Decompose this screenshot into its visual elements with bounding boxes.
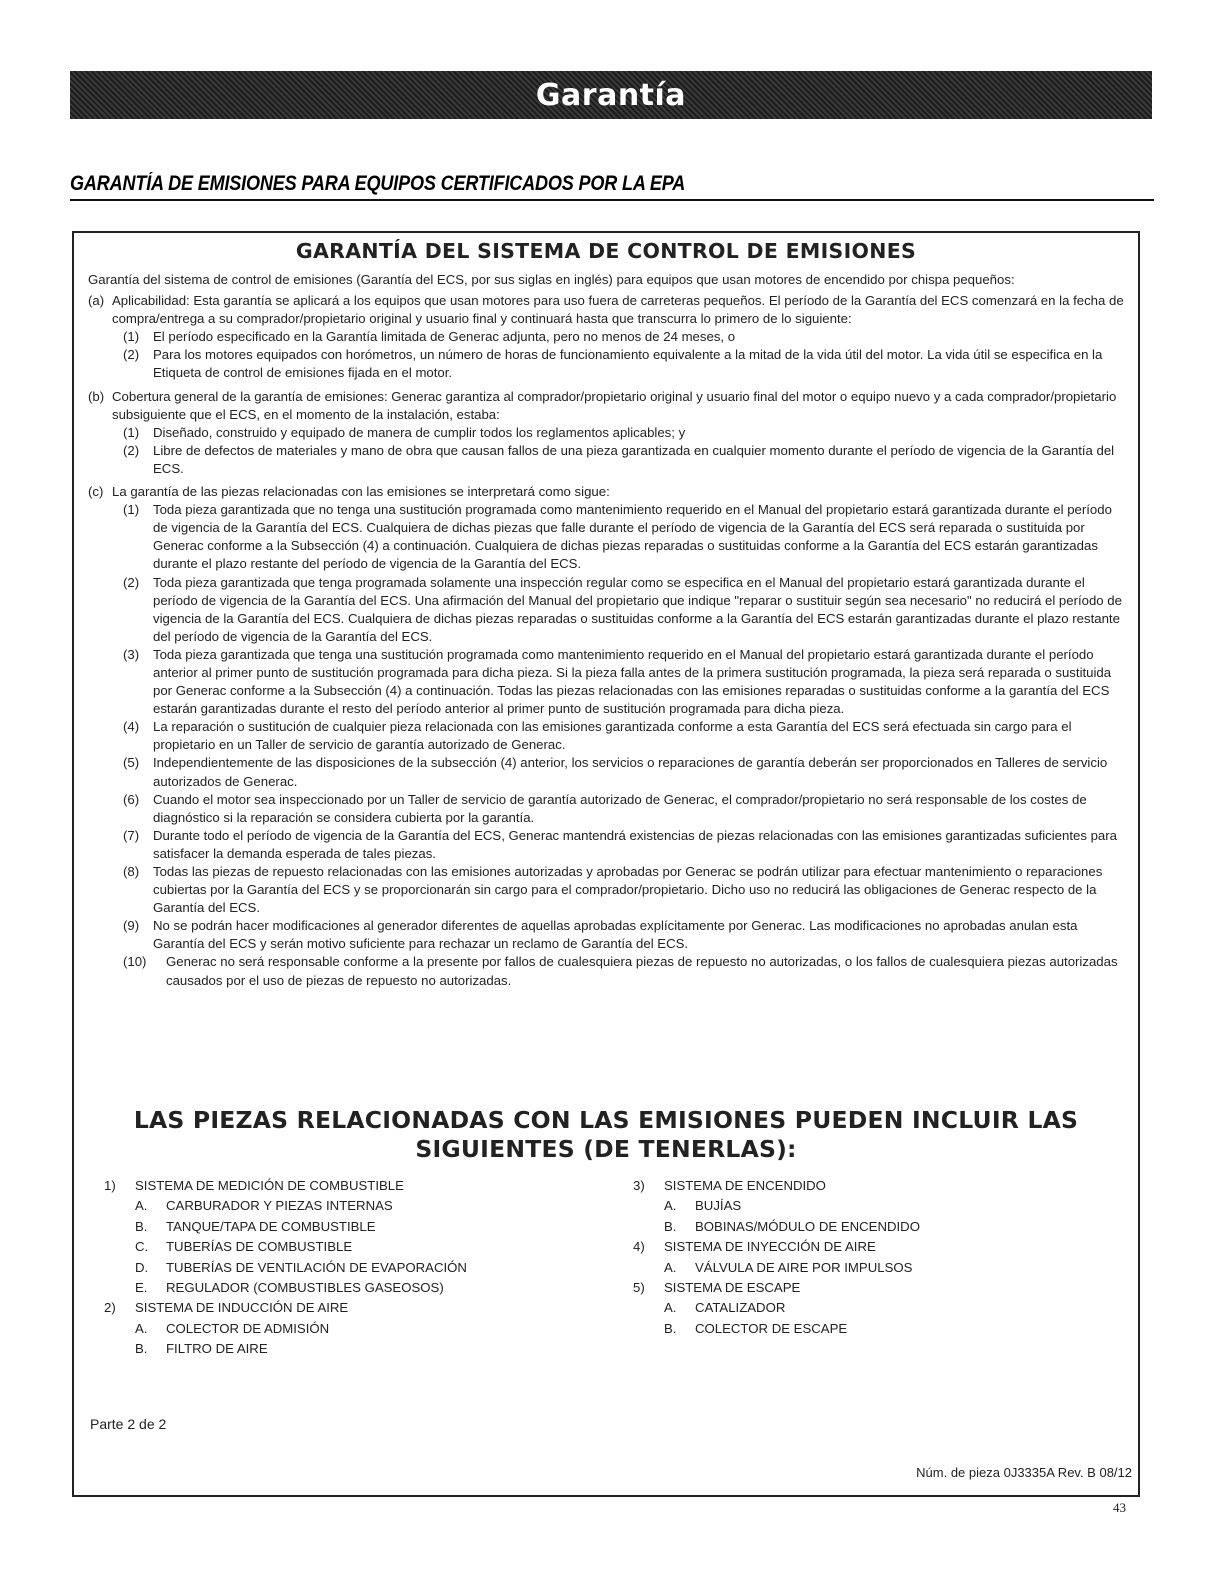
sub-text: Todas las piezas de repuesto relacionadas con las emisiones autorizadas y aprobadas por Generac se podrán utilizar para efectuar mantenimiento o reparaciones cubiertas por la Garantía del ECS y se proporcionarán sin cargo para el comprador/propietario. Dicho uso no reducirá las obligaciones de Generac respecto de la Garantía del ECS.	[153, 864, 1103, 916]
item-text: BOBINAS/MÓDULO DE ENCENDIDO	[695, 1218, 920, 1234]
parts-column-left	[104, 1176, 584, 1360]
parts-item	[104, 1319, 584, 1339]
group-name: SISTEMA DE ESCAPE	[664, 1280, 801, 1296]
page-number: 43	[1113, 1500, 1126, 1515]
sub-label: (1)	[123, 502, 140, 518]
parts-item	[633, 1298, 1113, 1318]
item-text: TUBERÍAS DE VENTILACIÓN DE EVAPORACIÓN	[166, 1259, 467, 1275]
item-text: CARBURADOR Y PIEZAS INTERNAS	[166, 1198, 393, 1214]
parts-item	[104, 1278, 584, 1298]
item-label: A.	[664, 1198, 677, 1214]
page-banner	[70, 71, 1152, 119]
sub-label: (2)	[123, 442, 140, 458]
parts-group	[104, 1176, 584, 1196]
item-text: BUJÍAS	[695, 1198, 742, 1214]
sub-text: La reparación o sustitución de cualquier pieza relacionada con las emisiones garantizada conforme a esta Garantía del ECS será efectuada sin cargo para el propietario en un Taller de servicio de garantía autorizado de Generac.	[153, 719, 1072, 753]
sub-text: Independientemente de las disposiciones de la subsección (4) anterior, los servicios o reparaciones de garantía deberán ser proporcionados en Talleres de servicio autorizados de Generac.	[153, 755, 1108, 789]
group-label: 1)	[104, 1178, 116, 1193]
sub-text: Diseñado, construido y equipado de manera de cumplir todos los reglamentos aplicables; y	[153, 424, 686, 440]
item-label: A.	[664, 1259, 677, 1275]
group-name: SISTEMA DE INDUCCIÓN DE AIRE	[135, 1300, 349, 1316]
warranty-intro: Garantía del sistema de control de emisiones (Garantía del ECS, por sus siglas en inglés) para equipos que usan motores de encendido por chispa pequeños:	[88, 272, 1015, 287]
parts-item	[633, 1258, 1113, 1278]
item-label: A.	[135, 1198, 148, 1214]
clause-c-8	[88, 863, 1128, 917]
group-label: 4)	[633, 1239, 645, 1255]
item-label: C.	[135, 1239, 149, 1255]
warranty-body	[88, 271, 1128, 990]
item-label: B.	[664, 1320, 677, 1336]
clause-a-2	[88, 346, 1128, 382]
parts-item	[633, 1196, 1113, 1216]
clause-c-2	[88, 574, 1128, 646]
sub-label: (5)	[123, 755, 140, 771]
parts-item	[104, 1339, 584, 1359]
sub-text: Cuando el motor sea inspeccionado por un Taller de servicio de garantía autorizado de Generac, el comprador/propietario no será responsable de los costes de diagnóstico si la reparación se considera cubierta por la garantía.	[153, 791, 1087, 825]
clause-b-2	[88, 442, 1128, 478]
group-label: 2)	[104, 1300, 116, 1316]
clause-c-7	[88, 827, 1128, 863]
sub-text: Toda pieza garantizada que tenga una sustitución programada como mantenimiento requerido en el Manual del propietario estará garantizada durante el período anterior al primer punto de sustitución programada para dicha pieza. Si la pieza falla antes de la primera sustitución programada, la pieza será reparada o sustituida por Generac conforme a la Subsección (4) a continuación. Todas las piezas relacionadas con las emisiones reparadas o sustituidas conforme a la garantía del ECS estarán garantizadas durante el resto del período anterior al primer punto de sustitución programada para dicha pieza.	[153, 646, 1112, 717]
item-label: A.	[664, 1300, 677, 1316]
clause-label: (a)	[88, 293, 105, 309]
item-text: FILTRO DE AIRE	[166, 1341, 268, 1357]
group-name: SISTEMA DE ENCENDIDO	[664, 1178, 826, 1193]
sub-label: (1)	[123, 329, 140, 345]
clause-a	[88, 292, 1128, 328]
sub-label: (4)	[123, 719, 140, 735]
sub-label: (10)	[123, 954, 147, 970]
sub-text: Toda pieza garantizada que tenga programada solamente una inspección regular como se especifica en el Manual del propietario estará garantizada durante el período de vigencia de la Garantía del ECS. Una afirmación del Manual del propietario que indique "reparar o sustituir según sea necesario" no reducirá el período de vigencia de la Garantía del ECS. Cualquiera de dichas piezas reparadas o sustituidas conforme a la Garantía del ECS estarán garantizadas durante el plazo restante del período de vigencia de la Garantía del ECS.	[153, 574, 1122, 644]
sub-text: Generac no será responsable conforme a la presente por fallos de cualesquiera piezas de repuesto no autorizadas, o los fallos de cualesquiera piezas autorizadas causados por el uso de piezas de repuesto no autorizadas.	[166, 954, 1118, 988]
item-label: B.	[135, 1218, 148, 1234]
group-label: 5)	[633, 1280, 645, 1296]
item-label: A.	[135, 1320, 148, 1336]
item-label: B.	[664, 1218, 677, 1234]
sub-label: (3)	[123, 646, 140, 662]
section-title: GARANTÍA DE EMISIONES PARA EQUIPOS CERTIFICADOS POR LA EPA	[70, 172, 686, 195]
parts-item	[633, 1217, 1113, 1237]
section-title-rule	[70, 199, 1154, 201]
clause-b	[88, 388, 1128, 424]
footer-part-of: Parte 2 de 2	[90, 1416, 167, 1432]
group-name: SISTEMA DE INYECCIÓN DE AIRE	[664, 1239, 876, 1255]
clause-text: La garantía de las piezas relacionadas con las emisiones se interpretará como sigue:	[112, 484, 610, 500]
item-label: D.	[135, 1259, 149, 1275]
item-text: COLECTOR DE ESCAPE	[695, 1320, 848, 1336]
group-name: SISTEMA DE MEDICIÓN DE COMBUSTIBLE	[135, 1178, 404, 1193]
sub-text: Libre de defectos de materiales y mano de obra que causan fallos de una pieza garantizada en cualquier momento durante el período de vigencia de la Garantía del ECS.	[153, 442, 1115, 476]
sub-text: No se podrán hacer modificaciones al generador diferentes de aquellas aprobadas explícitamente por Generac. Las modificaciones no aprobadas anulan esta Garantía del ECS y serán motivo suficiente para rechazar un reclamo de Garantía del ECS.	[153, 918, 1078, 952]
sub-label: (1)	[123, 424, 140, 440]
clause-c-10	[88, 953, 1128, 989]
sub-label: (7)	[123, 827, 140, 843]
clause-a-1	[88, 328, 1128, 346]
footer-part-number: Núm. de pieza 0J3335A Rev. B 08/12	[916, 1465, 1132, 1480]
clause-text: Cobertura general de la garantía de emisiones: Generac garantiza al comprador/propietario original y usuario final del motor o equipo nuevo y a cada comprador/propietario subsiguiente que el ECS, en el momento de la instalación, estaba:	[112, 388, 1117, 422]
warranty-box	[72, 231, 1140, 1497]
parts-group	[633, 1237, 1113, 1257]
parts-group	[104, 1298, 584, 1318]
item-text: TANQUE/TAPA DE COMBUSTIBLE	[166, 1218, 376, 1234]
banner-title: Garantía	[535, 77, 687, 113]
clause-c-5	[88, 754, 1128, 790]
parts-item	[104, 1217, 584, 1237]
parts-title-line: LAS PIEZAS RELACIONADAS CON LAS EMISIONES PUEDEN INCLUIR LAS	[133, 1106, 1079, 1134]
clause-label: (c)	[88, 484, 104, 500]
sub-text: Toda pieza garantizada que no tenga una sustitución programada como mantenimiento requerido en el Manual del propietario estará garantizada durante el período de vigencia de la Garantía del ECS. Cualquiera de dichas piezas que falle durante el período de vigencia de la Garantía del ECS será reparada o sustituida por Generac conforme a la Subsección (4) a continuación. Cualquiera de dichas piezas reparadas o sustituidas conforme a la Garantía del ECS estarán garantizadas durante el plazo restante del período de vigencia de la Garantía del ECS.	[153, 502, 1112, 572]
clause-c-1	[88, 501, 1128, 573]
parts-column-right	[633, 1176, 1113, 1339]
parts-item	[104, 1196, 584, 1216]
item-text: VÁLVULA DE AIRE POR IMPULSOS	[695, 1259, 913, 1275]
clause-c-4	[88, 718, 1128, 754]
parts-title-line: SIGUIENTES (DE TENERLAS):	[415, 1135, 797, 1163]
parts-group	[633, 1176, 1113, 1196]
clause-text: Aplicabilidad: Esta garantía se aplicará a los equipos que usan motores para uso fuera de carreteras pequeños. El período de la Garantía del ECS comenzará en la fecha de compra/entrega a su comprador/propietario original y usuario final y continuará hasta que transcurra lo primero de lo siguiente:	[112, 293, 1124, 327]
sub-label: (2)	[123, 347, 140, 363]
warranty-title: GARANTÍA DEL SISTEMA DE CONTROL DE EMISIONES	[295, 239, 917, 263]
parts-item	[633, 1319, 1113, 1339]
item-text: CATALIZADOR	[695, 1300, 786, 1316]
clause-b-1	[88, 424, 1128, 442]
item-text: COLECTOR DE ADMISIÓN	[166, 1320, 330, 1336]
item-label: E.	[135, 1280, 148, 1296]
parts-title	[74, 1106, 1138, 1164]
parts-item	[104, 1258, 584, 1278]
clause-c-6	[88, 791, 1128, 827]
parts-item	[104, 1237, 584, 1257]
item-label: B.	[135, 1341, 148, 1357]
sub-label: (6)	[123, 791, 140, 807]
sub-label: (8)	[123, 864, 140, 879]
sub-text: Durante todo el período de vigencia de la Garantía del ECS, Generac mantendrá existencias de piezas relacionadas con las emisiones garantizadas suficientes para satisfacer la demanda esperada de tales piezas.	[153, 827, 1117, 861]
clause-c-3	[88, 646, 1128, 718]
item-text: TUBERÍAS DE COMBUSTIBLE	[166, 1239, 353, 1255]
clause-c	[88, 483, 1128, 501]
group-label: 3)	[633, 1178, 645, 1193]
clause-label: (b)	[88, 388, 105, 404]
clause-c-9	[88, 917, 1128, 953]
sub-label: (9)	[123, 918, 140, 934]
sub-text: El período especificado en la Garantía limitada de Generac adjunta, pero no menos de 24 meses, o	[153, 329, 736, 345]
item-text: REGULADOR (COMBUSTIBLES GASEOSOS)	[166, 1280, 444, 1296]
sub-label: (2)	[123, 574, 140, 590]
parts-group	[633, 1278, 1113, 1298]
sub-text: Para los motores equipados con horómetros, un número de horas de funcionamiento equivalente a la mitad de la vida útil del motor. La vida útil se especifica en la Etiqueta de control de emisiones fijada en el motor.	[153, 347, 1103, 381]
